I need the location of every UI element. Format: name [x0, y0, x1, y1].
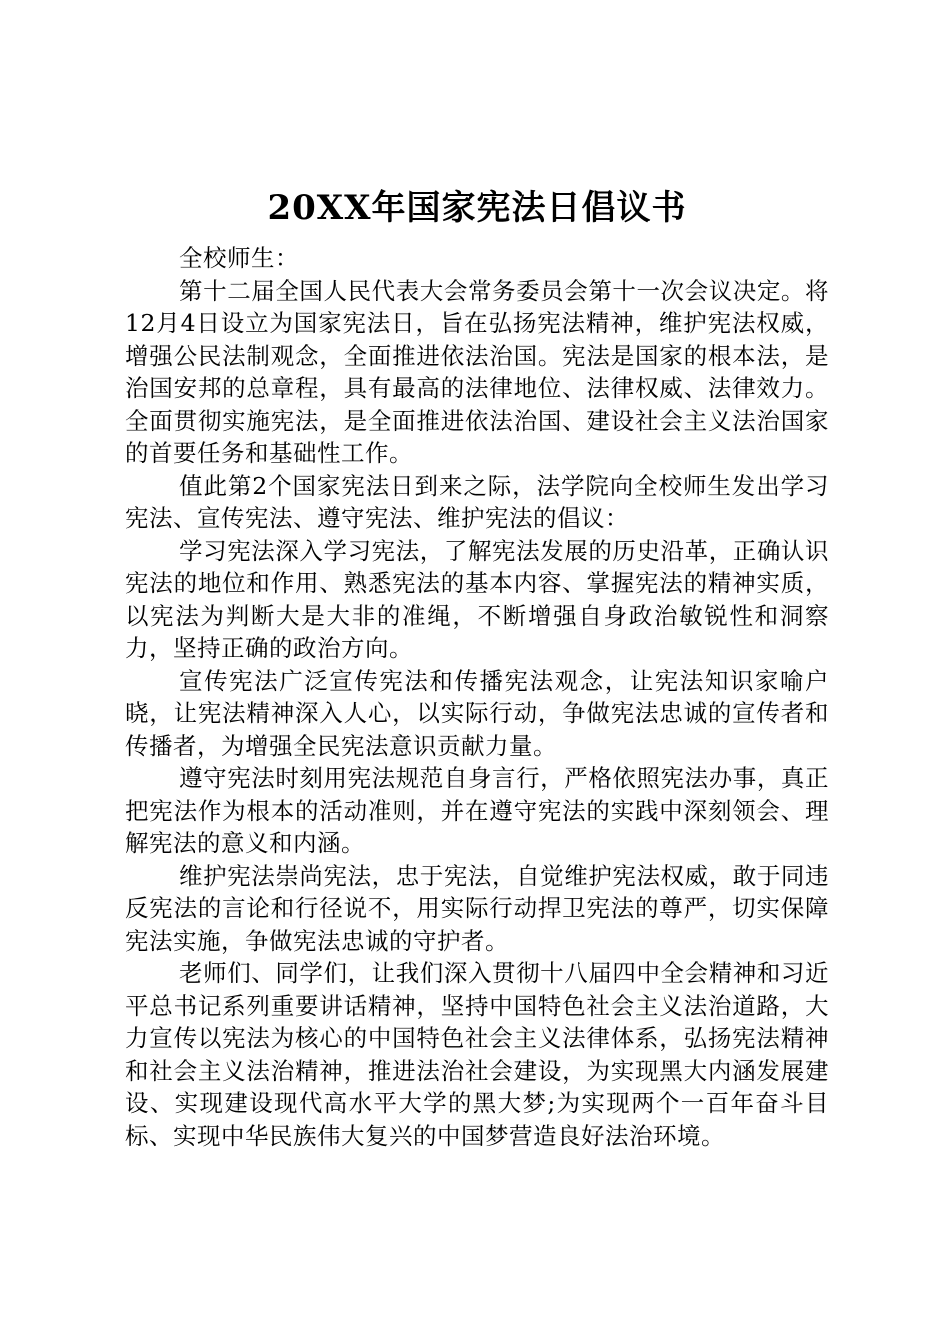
document-title: 20XX年国家宪法日倡议书: [267, 188, 687, 228]
document-page: [125, 180, 829, 1152]
paragraph-closing: 老师们、同学们，让我们深入贯彻十八届四中全会精神和习近平总书记系列重要讲话精神，坚持中国特色社会主义法治道路，大力宣传以宪法为核心的中国特色社会主义法律体系，弘扬宪法精神和社会主义法治精神，推进法治社会建设，为实现黑大内涵发展建设、实现建设现代高水平大学的黑大梦;为实现两个一百年奋斗目标、实现中华民族伟大复兴的中国梦营造良好法治环境。: [125, 959, 829, 1150]
paragraph-intro: 第十二届全国人民代表大会常务委员会第十一次会议决定。将12月4日设立为国家宪法日，旨在弘扬宪法精神，维护宪法权威，增强公民法制观念，全面推进依法治国。宪法是国家的根本法，是治国安邦的总章程，具有最高的法律地位、法律权威、法律效力。全面贯彻实施宪法，是全面推进依法治国、建设社会主义法治国家的首要任务和基础性工作。: [125, 276, 829, 467]
paragraph-proposal: 值此第2个国家宪法日到来之际，法学院向全校师生发出学习宪法、宣传宪法、遵守宪法、维护宪法的倡议：: [125, 471, 829, 532]
salutation: 全校师生：: [179, 244, 300, 272]
paragraph-promote: 宣传宪法广泛宣传宪法和传播宪法观念，让宪法知识家喻户晓，让宪法精神深入人心，以实际行动，争做宪法忠诚的宣传者和传播者，为增强全民宪法意识贡献力量。: [125, 666, 829, 760]
paragraph-study: 学习宪法深入学习宪法，了解宪法发展的历史沿革，正确认识宪法的地位和作用、熟悉宪法的基本内容、掌握宪法的精神实质，以宪法为判断大是大非的准绳，不断增强自身政治敏锐性和洞察力，坚持正确的政治方向。: [125, 536, 829, 662]
paragraph-obey: 遵守宪法时刻用宪法规范自身言行，严格依照宪法办事，真正把宪法作为根本的活动准则，并在遵守宪法的实践中深刻领会、理解宪法的意义和内涵。: [125, 764, 829, 857]
paragraph-defend: 维护宪法崇尚宪法，忠于宪法，自觉维护宪法权威，敢于同违反宪法的言论和行径说不，用实际行动捍卫宪法的尊严，切实保障宪法实施，争做宪法忠诚的守护者。: [125, 861, 829, 955]
